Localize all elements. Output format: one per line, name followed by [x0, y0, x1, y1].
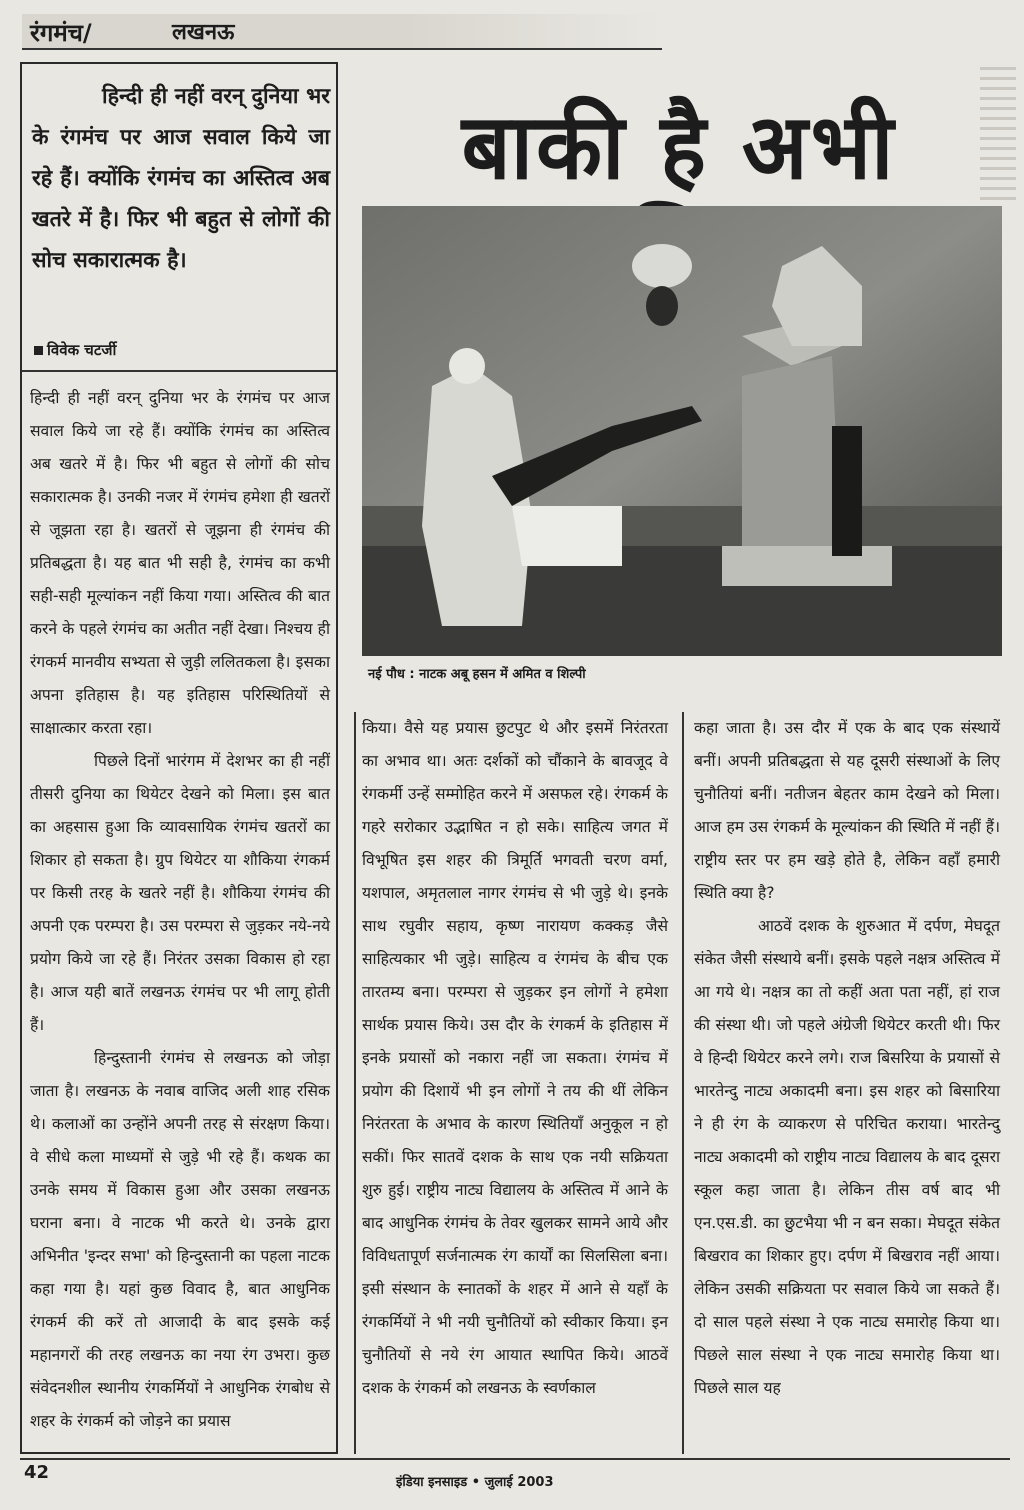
paragraph: हिन्दी ही नहीं वरन् दुनिया भर के रंगमंच पर आज सवाल किये जा रहे हैं। क्योंकि रंगमंच का अस्तित्व अब खतरे में है। फिर भी बहुत से लोगों की सोच सकारात्मक है। उनकी नजर में रंगमंच हमेशा ही खतरों से जूझता रहा है। खतरों से जूझना ही रंगमंच की प्रतिबद्धता है। यह बात भी सही है, रंगमंच का कभी सही-सही मूल्यांकन नहीं किया गया। अस्तित्व की बात करने के पहले रंगमंच का अतीत नहीं देखा। निश्चय ही रंगकर्म मानवीय सभ्यता से जुड़ी ललितकला है। इसका अपना इतिहास है। यह इतिहास परिस्थितियों से साक्षात्कार करता रहा। [30, 389, 330, 737]
paragraph: किया। वैसे यह प्रयास छुटपुट थे और इसमें निरंतरता का अभाव था। अतः दर्शकों को चौंकाने के बावजूद वे रंगकर्मी उन्हें सम्मोहित करने में असफल रहे। रंगकर्म के गहरे सरोकार उद्भाषित न हो सके। साहित्य जगत में विभूषित इस शहर की त्रिमूर्ति भगवती चरण वर्मा, यशपाल, अमृतलाल नागर रंगमंच से भी जुड़े थे। इनके साथ रघुवीर सहाय, कृष्ण नारायण कक्कड़ जैसे साहित्यकार भी जुड़े। साहित्य व रंगमंच के बीच एक तारतम्य बना। परम्परा से जुड़कर इन लोगों ने हमेशा सार्थक प्रयास किये। उस दौर के रंगकर्म के इतिहास में इनके प्रयासों को नकारा नहीं जा सकता। रंगमंच में प्रयोग की दिशायें भी इन लोगों ने तय की थीं लेकिन निरंतरता के अभाव के कारण स्थितियाँ अनुकूल न हो सकीं। फिर सातवें दशक के साथ एक नयी सक्रियता शुरु हुई। राष्ट्रीय नाट्य विद्यालय के अस्तित्व में आने के बाद आधुनिक रंगमंच के तेवर खुलकर सामने आये और विविधतापूर्ण सर्जनात्मक रंग कार्यों का सिलसिला बना। इसी संस्थान के स्नातकों के शहर में आने से यहाँ के रंगकर्मियों ने भी नयी चुनौतियों को स्वीकार किया। इन चुनौतियों से नये रंग आयात स्थापित किये। आठवें दशक के रंगकर्म को लखनऊ के स्वर्णकाल [362, 719, 668, 1397]
paragraph: हिन्दुस्तानी रंगमंच से लखनऊ को जोड़ा जाता है। लखनऊ के नवाब वाजिद अली शाह रसिक थे। कलाओं का उन्होंने अपनी तरह से संरक्षण किया। वे सीधे कला माध्यमों से जुड़े भी रहे हैं। कथक का उनके समय में विकास हुआ और उसका लखनऊ घराना बना। वे नाटक भी करते थे। उनके द्वारा अभिनीत 'इन्दर सभा' को हिन्दुस्तानी का पहला नाटक कहा गया है। यहां कुछ विवाद है, बात आधुनिक रंगकर्म की करें तो आजादी के बाद इसके कई महानगरों की तरह लखनऊ का नया रंग उभरा। कुछ संवेदनशील स्थानीय रंगकर्मियों ने आधुनिक रंगबोध से शहर के रंगकर्म को जोड़ने का प्रयास [30, 1049, 330, 1430]
left-column [20, 62, 338, 1454]
footer-divider [20, 1458, 1010, 1460]
section-header [22, 14, 662, 50]
right-body [694, 712, 1000, 1405]
right-column [682, 712, 1012, 1454]
section-name: रंगमंच/ [30, 19, 92, 47]
byline-author: विवेक चटर्जी [47, 341, 117, 359]
middle-body [362, 712, 668, 1405]
middle-column [354, 712, 672, 1454]
intro-blurb: हिन्दी ही नहीं वरन् दुनिया भर के रंगमंच पर आज सवाल किये जा रहे हैं। क्योंकि रंगमंच का अस्तित्व अब खतरे में है। फिर भी बहुत से लोगों की सोच सकारात्मक है। [32, 84, 330, 273]
stage-photo-illustration [362, 206, 1002, 656]
headline: बाकी है अभी [461, 95, 897, 200]
left-body [30, 382, 330, 1438]
section-location: लखनऊ [172, 20, 235, 45]
photo-caption: नई पौध : नाटक अबू हसन में अमित व शिल्पी [368, 667, 586, 682]
byline [34, 340, 116, 360]
paragraph: आठवें दशक के शुरुआत में दर्पण, मेघदूत संकेत जैसी संस्थाये बनीं। इसके पहले नक्षत्र अस्तित्व में आ गये थे। नक्षत्र का तो कहीं अता पता नहीं, हां राज की संस्था थी। जो पहले अंग्रेजी थियेटर करती थी। फिर वे हिन्दी थियेटर करने लगे। राज बिसरिया के प्रयासों से भारतेन्दु नाट्य अकादमी बना। इस शहर को बिसारिया ने ही रंग के व्याकरण से परिचित कराया। भारतेन्दु नाट्य अकादमी को राष्ट्रीय नाट्य विद्यालय के बाद दूसरा स्कूल कहा जाता है। लेकिन तीस वर्ष बाद भी एन.एस.डी. का छुटभैया भी न बन सका। मेघदूत संकेत बिखराव का शिकार हुए। दर्पण में बिखराव नहीं आया। लेकिन उसकी सक्रियता पर सवाल किये जा सकते हैं। दो साल पहले संस्था ने एक नाट्य समारोह किया था। पिछले साल संस्था ने एक नाट्य समारोह किया था। पिछले साल यह [694, 917, 1000, 1397]
photo [362, 206, 1002, 656]
paragraph: पिछले दिनों भारंगम में देशभर का ही नहीं तीसरी दुनिया का थियेटर देखने को मिला। इस बात का अहसास हुआ कि व्यावसायिक रंगमंच खतरों का शिकार हो सकता है। ग्रुप थियेटर या शौकिया रंगकर्म पर किसी तरह के खतरे नहीं है। शौकिया रंगमंच की अपनी एक परम्परा है। उस परम्परा से जुड़कर नये-नये प्रयोग किये जा रहे हैं। निरंतर उसका विकास हो रहा है। आज यही बातें लखनऊ रंगमंच पर भी लागू होती हैं। [30, 752, 330, 1034]
paragraph: कहा जाता है। उस दौर में एक के बाद एक संस्थायें बनीं। अपनी प्रतिबद्धता से यह दूसरी संस्थाओं के लिए चुनौतियां बनीं। नतीजन बेहतर काम देखने को मिला। आज हम उस रंगकर्म के मूल्यांकन की स्थिति में नहीं हैं। राष्ट्रीय स्तर पर हम खड़े होते है, लेकिन वहाँ हमारी स्थिति क्या है? [694, 719, 1000, 902]
divider [22, 370, 336, 372]
byline-square-icon [34, 346, 43, 355]
page-number: 42 [24, 1462, 50, 1483]
publication-folio: इंडिया इनसाइड • जुलाई 2003 [396, 1475, 554, 1490]
